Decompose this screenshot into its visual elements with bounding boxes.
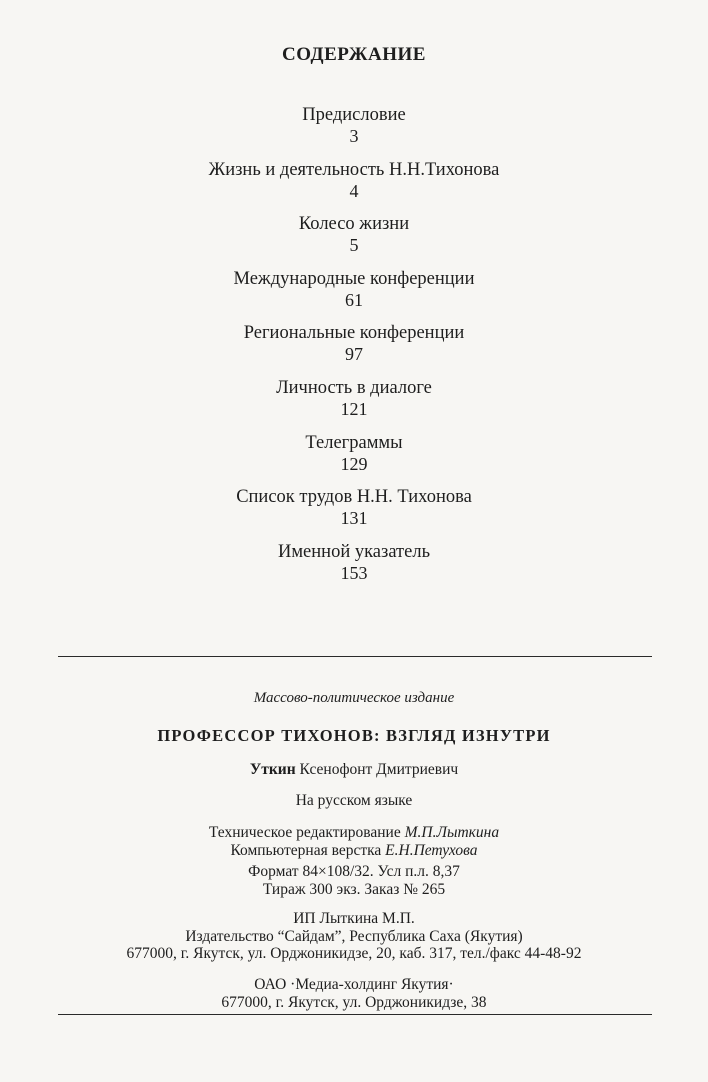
layout-designer-name: Е.Н.Петухова xyxy=(385,841,478,859)
toc-entry xyxy=(0,486,708,541)
layout-label: Компьютерная верстка xyxy=(230,841,382,859)
divider-bottom xyxy=(58,1014,652,1015)
credits-block xyxy=(0,824,708,859)
toc-entry xyxy=(0,322,708,377)
contents-title: СОДЕРЖАНИЕ xyxy=(282,44,426,65)
toc-entry-page: 5 xyxy=(349,235,359,256)
toc-entry xyxy=(0,213,708,268)
author-given-names: Ксенофонт Дмитриевич xyxy=(299,761,459,778)
author-surname: Уткин xyxy=(249,761,296,778)
toc-entry-label: Предисловие xyxy=(302,105,406,125)
author-line xyxy=(0,761,708,779)
toc-entry-label: Колесо жизни xyxy=(298,214,410,235)
toc-entry-label: Международные конференции xyxy=(233,268,475,289)
toc-entry-page: 153 xyxy=(340,562,368,583)
language-note: На русском языке xyxy=(295,792,413,809)
toc-entry xyxy=(0,432,708,487)
toc-entry-page: 121 xyxy=(340,398,368,419)
tech-editing-line xyxy=(0,824,708,842)
toc-entry xyxy=(0,159,708,214)
divider-top xyxy=(58,656,652,657)
toc-entry-page: 97 xyxy=(345,344,363,365)
tech-editing-label: Техническое редактирование xyxy=(208,824,401,841)
edition-type: Массово-политическое издание xyxy=(253,690,455,706)
toc-entry-page: 131 xyxy=(340,508,368,529)
toc-entry xyxy=(0,541,708,596)
publisher-name: Издательство “Сайдам”, Республика Саха (Якутия) xyxy=(185,927,523,945)
toc-entry xyxy=(0,104,708,159)
publisher-owner: ИП Лыткина М.П. xyxy=(293,910,415,927)
toc-entry-label: Жизнь и деятельность Н.Н.Тихонова xyxy=(208,159,500,180)
toc-entry-label: Личность в диалоге xyxy=(276,377,432,398)
layout-line xyxy=(0,842,708,860)
toc-entry-page: 3 xyxy=(349,126,359,146)
toc-entry-page: 4 xyxy=(349,180,359,201)
toc-entry-label: Список трудов Н.Н. Тихонова xyxy=(236,487,472,508)
print-run-line: Тираж 300 экз. Заказ № 265 xyxy=(262,880,446,898)
publisher-block xyxy=(0,910,708,963)
contents-list xyxy=(0,104,708,595)
format-block xyxy=(0,863,708,898)
toc-entry xyxy=(0,377,708,432)
book-title: ПРОФЕССОР ТИХОНОВ: ВЗГЛЯД ИЗНУТРИ xyxy=(157,726,551,745)
printer-address: 677000, г. Якутск, ул. Орджоникидзе, 38 xyxy=(221,993,487,1011)
toc-entry xyxy=(0,268,708,323)
toc-entry-page: 129 xyxy=(340,453,368,474)
format-line: Формат 84×108/32. Усл п.л. 8,37 xyxy=(248,863,460,880)
printer-name: ОАО ·Медиа-холдинг Якутия· xyxy=(254,976,454,993)
toc-entry-label: Именной указатель xyxy=(277,541,431,562)
toc-entry-label: Региональные конференции xyxy=(243,323,465,344)
toc-entry-label: Телеграммы xyxy=(305,432,403,453)
toc-entry-page: 61 xyxy=(345,289,363,310)
printer-block xyxy=(0,976,708,1011)
tech-editor-name: М.П.Лыткина xyxy=(404,824,500,841)
publisher-address: 677000, г. Якутск, ул. Орджоникидзе, 20, каб. 317, тел./факс 44-48-92 xyxy=(126,945,582,962)
